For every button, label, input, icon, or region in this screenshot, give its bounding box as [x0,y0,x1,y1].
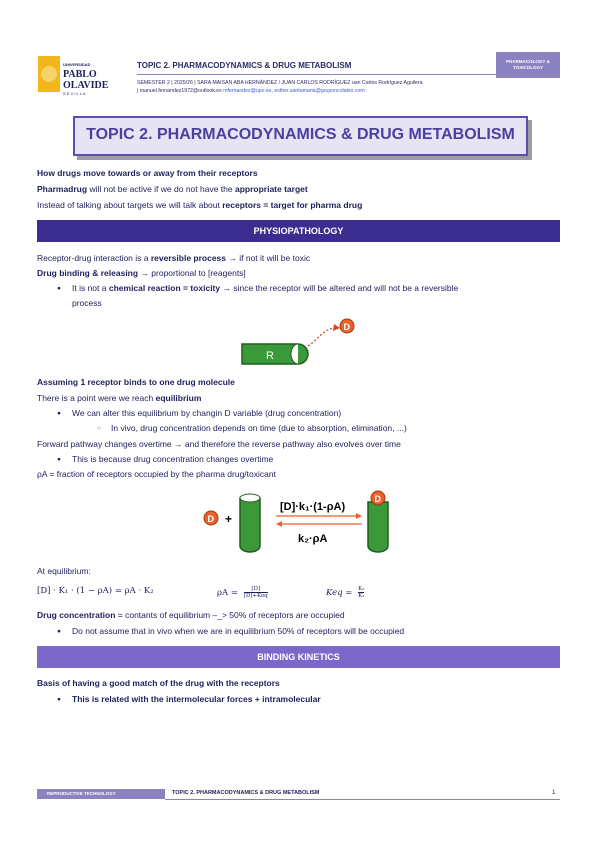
equilibrium-line: There is a point were we reach equilibrium [37,393,202,403]
equation-3: Keq = $\frac{\text{K₂}}{\text{K₁}}$ [326,586,365,599]
header-divider [137,74,560,75]
subject-tag: PHARMACOLOGY & TOXICOLOGY [496,52,560,78]
page-number: 1 [552,790,556,796]
footer-title: TOPIC 2. PHARMACODYNAMICS & DRUG METABOLISM [172,790,320,796]
svg-text:D: D [374,494,381,504]
topic-banner [73,116,528,156]
equilibrium-figure [196,488,406,558]
svg-text:S E V I L L A: S E V I L L A [63,91,86,96]
svg-text:D: D [207,514,214,524]
physio-bullet-1-cont: process [72,298,102,308]
intro-line-3: Instead of talking about targets we will talk about receptors = target for pharma drug [37,200,363,210]
binding-line-1: Basis of having a good match of the drug with the receptors [37,678,280,688]
intro-line-1: How drugs move towards or away from their receptors [37,168,258,178]
meta-email: | manuel.fernandez1972@outlook.es [137,88,224,94]
physio-bullet-2: We can alter this equilibrium by changin D variable (drug concentration) [72,408,342,418]
meta-line-2 [137,87,467,95]
header-meta [137,79,467,95]
university-logo [38,54,133,98]
section-binding-kinetics: BINDING KINETICS [37,646,560,668]
meta-email-links[interactable]: mfernandez@upo.es, esther.santamaria@gruponcolates.com [223,88,365,94]
intro-line-2: Pharmadrug will not be active if we do not have the appropriate target [37,184,308,194]
physio-bullet-4: Do not assume that in vivo when we are in equilibrium 50% of receptors will be occupied [72,626,405,636]
forward-rate: [D]·k₁·(1-ρA) [280,501,346,513]
footer-divider [165,799,560,800]
physio-bullet-3: This is because drug concentration changes overtime [72,454,274,464]
at-equilibrium: At equilibrium: [37,566,91,576]
bullet-dot: ● [57,456,61,463]
physio-line-1: Receptor-drug interaction is a reversible process → if not it will be toxic [37,253,311,263]
receptor-label: R [266,350,274,362]
free-receptor [240,494,260,552]
header-title: TOPIC 2. PHARMACODYNAMICS & DRUG METABOLISM [137,61,352,70]
free-drug [204,511,218,525]
drug-molecule [340,319,354,333]
meta-line-1: SEMESTER 2 | 2025/26 | SARA MAISAN ABA HERNÁNDEZ / JUAN CARLOS RODRÍGUEZ uan Carlos Rodríguez Aguilera [137,80,423,86]
svg-text:D: D [343,322,350,332]
equation-1: [D] · K₁ · (1 − ρA) = ρA · K₂ [37,586,154,596]
reverse-rate: k₂·ρA [298,533,328,545]
bullet-dot: ● [57,410,61,417]
section-physiopathology: PHYSIOPATHOLOGY [37,220,560,242]
bound-receptor [368,491,388,552]
plus-sign: + [225,512,233,526]
binding-bullet-1: This is related with the intermolecular forces + intramolecular [72,694,321,704]
receptor-shape [242,344,308,364]
footer-course: REPRODUCTIVE TECHNOLOGY [37,789,165,799]
svg-text:PABLO: PABLO [63,69,97,80]
svg-text:OLAVIDE: OLAVIDE [63,80,109,91]
sub-bullet-circle: ○ [97,425,101,432]
svg-text:UNIVERSIDAD: UNIVERSIDAD [63,62,91,67]
physio-sub-bullet: In vivo, drug concentration depends on time (due to absorption, elimination, ...) [111,423,407,433]
release-arrow [308,328,334,346]
equation-2: ρA = [D] [D]+Keq [217,586,268,599]
physio-line-2: Drug binding & releasing → proportional to [reagents] [37,268,246,278]
forward-line: Forward pathway changes overtime → and therefore the reverse pathway also evolves over time [37,439,401,449]
bullet-dot: ● [57,696,61,703]
bullet-dot: ● [57,628,61,635]
receptor-drug-figure [230,310,370,372]
assume-line: Assuming 1 receptor binds to one drug molecule [37,377,235,387]
concentration-line: Drug concentration = contants of equilibrium –_> 50% of receptors are occupied [37,610,345,620]
bullet-dot: ● [57,285,61,292]
physio-bullet-1: It is not a chemical reaction = toxicity → since the receptor will be altered and will not be a reversible [72,283,459,293]
rho-definition: ρA = fraction of receptors occupied by the pharma drug/toxicant [37,469,276,479]
banner-title: TOPIC 2. PHARMACODYNAMICS & DRUG METABOLISM [86,126,515,143]
